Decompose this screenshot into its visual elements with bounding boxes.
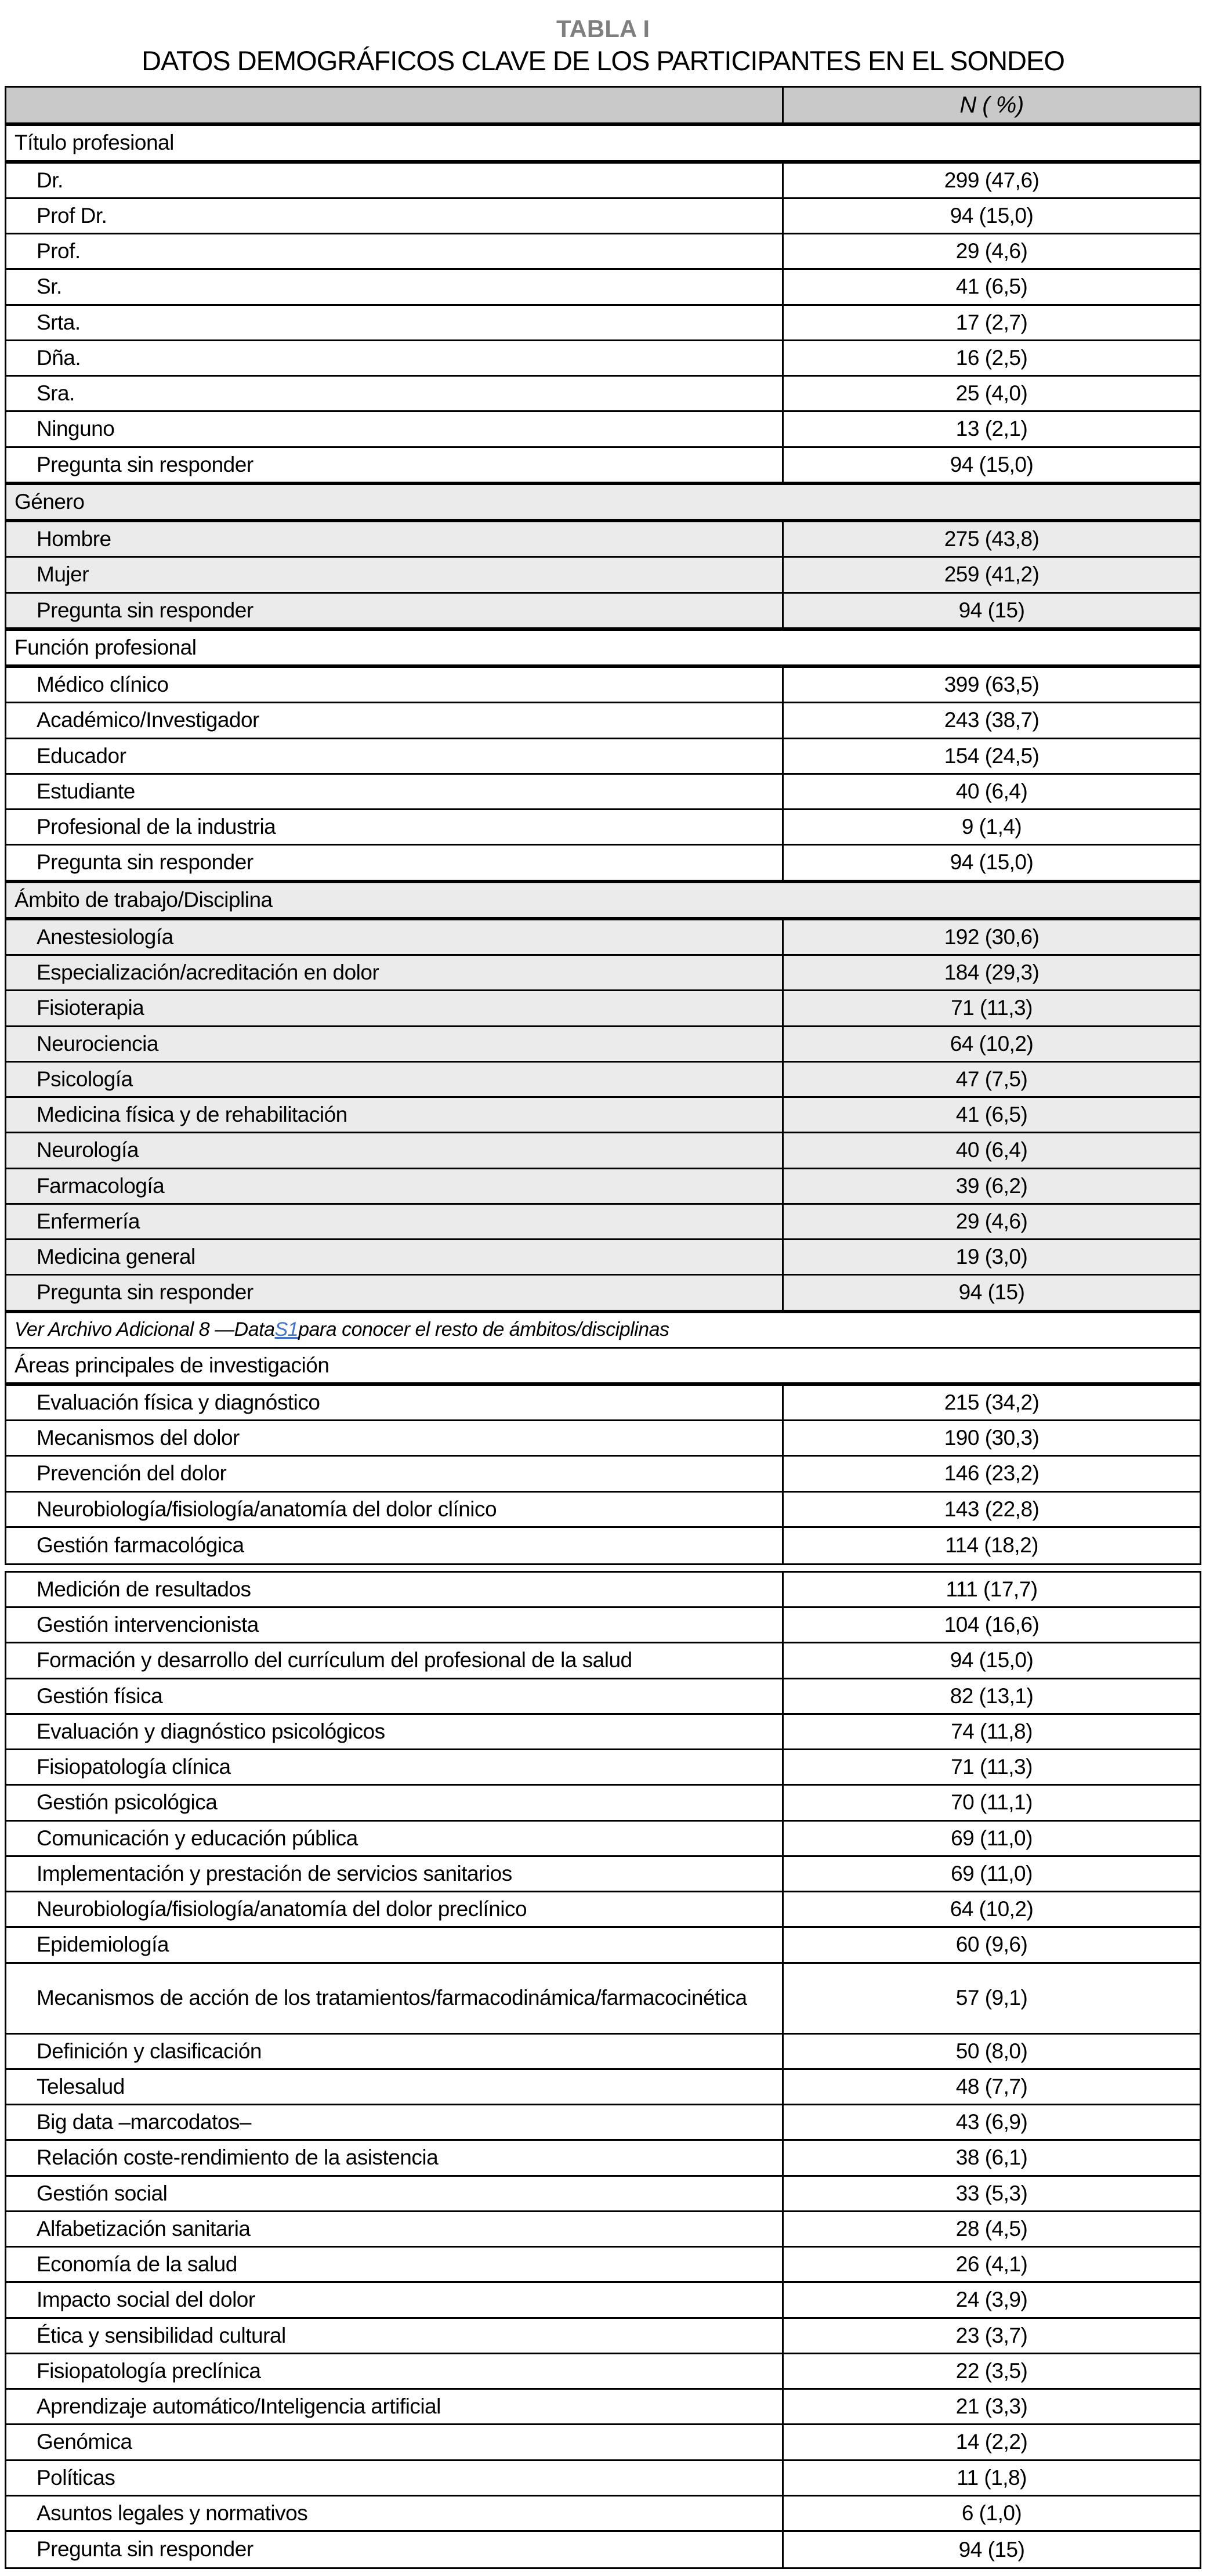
section-label: Título profesional [15, 131, 174, 155]
row-value: 13 (2,1) [782, 412, 1200, 446]
row-label: Médico clínico [37, 673, 169, 697]
table-row [6, 1493, 1200, 1528]
row-label: Neurociencia [37, 1031, 158, 1056]
row-label: Genómica [37, 2430, 132, 2454]
row-label: Gestión social [37, 2181, 168, 2205]
table-row [6, 1386, 1200, 1421]
row-value: 14 (2,2) [782, 2425, 1200, 2459]
table-row [6, 991, 1200, 1027]
row-value: 259 (41,2) [782, 558, 1200, 591]
row-value: 275 (43,8) [782, 522, 1200, 556]
row-value: 17 (2,7) [782, 306, 1200, 339]
row-label: Pregunta sin responder [37, 2537, 253, 2561]
row-value: 184 (29,3) [782, 956, 1200, 989]
row-label: Asuntos legales y normativos [37, 2501, 308, 2525]
table-row [6, 1822, 1200, 1857]
row-label: Gestión psicológica [37, 1790, 218, 1815]
table-row [6, 1205, 1200, 1240]
row-value: 23 (3,7) [782, 2319, 1200, 2353]
row-value: 41 (6,5) [782, 1098, 1200, 1132]
table-row [6, 522, 1200, 558]
row-label: Pregunta sin responder [37, 452, 253, 476]
table-row [6, 2319, 1200, 2354]
row-label: Hombre [37, 527, 111, 551]
section-label: Ámbito de trabajo/Disciplina [15, 887, 273, 912]
table-row [6, 412, 1200, 447]
row-value: 41 (6,5) [782, 270, 1200, 304]
row-label: Economía de la salud [37, 2252, 237, 2277]
row-label: Neurobiología/fisiología/anatomía del dolor clínico [37, 1497, 497, 1521]
row-label: Telesalud [37, 2074, 125, 2098]
row-label: Relación coste-rendimiento de la asistencia [37, 2145, 439, 2170]
section-header-row [6, 1349, 1200, 1386]
row-value: 299 (47,6) [782, 164, 1200, 197]
row-label: Pregunta sin responder [37, 1280, 253, 1305]
section-label: Función profesional [15, 635, 197, 659]
table-row [6, 1169, 1200, 1205]
row-value: 94 (15) [782, 2532, 1200, 2567]
table-row [6, 703, 1200, 739]
table-row [6, 1750, 1200, 1786]
row-value: 64 (10,2) [782, 1027, 1200, 1061]
note-row [6, 1313, 1200, 1349]
row-label: Evaluación y diagnóstico psicológicos [37, 1719, 385, 1743]
table-row [6, 2354, 1200, 2390]
row-value: 16 (2,5) [782, 341, 1200, 375]
row-label: Pregunta sin responder [37, 850, 253, 875]
row-label: Gestión intervencionista [37, 1613, 259, 1637]
row-value: 25 (4,0) [782, 377, 1200, 410]
table-row [6, 1573, 1200, 1608]
row-label: Dr. [37, 168, 63, 192]
table-row [6, 1027, 1200, 1063]
table-row [6, 846, 1200, 883]
row-label: Comunicación y educación pública [37, 1826, 358, 1850]
table-row [6, 234, 1200, 270]
table-row [6, 1928, 1200, 1963]
row-value: 215 (34,2) [782, 1386, 1200, 1419]
table-row [6, 1892, 1200, 1928]
row-value: 192 (30,6) [782, 920, 1200, 954]
table-part-2 [5, 1571, 1201, 2569]
row-label: Psicología [37, 1067, 133, 1091]
row-label: Srta. [37, 310, 81, 334]
table-row [6, 1608, 1200, 1643]
section-label: Género [15, 489, 85, 514]
table-row [6, 1715, 1200, 1750]
table-row [6, 775, 1200, 810]
table-row [6, 1457, 1200, 1492]
row-label: Medicina física y de rehabilitación [37, 1103, 347, 1127]
row-label: Sr. [37, 274, 62, 299]
row-label: Ética y sensibilidad cultural [37, 2323, 286, 2347]
table-row [6, 1240, 1200, 1276]
row-label: Mecanismos del dolor [37, 1426, 240, 1450]
row-label: Epidemiología [37, 1932, 169, 1957]
row-value: 40 (6,4) [782, 775, 1200, 808]
row-value: 82 (13,1) [782, 1679, 1200, 1713]
table-row [6, 2461, 1200, 2496]
row-label: Evaluación física y diagnóstico [37, 1390, 320, 1414]
row-label: Prof Dr. [37, 203, 107, 227]
row-value: 64 (10,2) [782, 1892, 1200, 1926]
table-row [6, 594, 1200, 631]
table-subtitle: DATOS DEMOGRÁFICOS CLAVE DE LOS PARTICIPANTES EN EL SONDEO [142, 45, 1064, 77]
row-label: Implementación y prestación de servicios sanitarios [37, 1861, 512, 1885]
s1-link[interactable]: S1 [274, 1318, 299, 1341]
row-label: Definición y clasificación [37, 2039, 262, 2063]
row-label: Fisiopatología clínica [37, 1755, 231, 1779]
row-value: 28 (4,5) [782, 2212, 1200, 2246]
row-label: Dña. [37, 345, 81, 370]
note-text [6, 1313, 1200, 1347]
row-value: 39 (6,2) [782, 1169, 1200, 1203]
table-row [6, 1964, 1200, 2035]
row-label: Aprendizaje automático/Inteligencia artificial [37, 2394, 441, 2419]
row-value: 40 (6,4) [782, 1133, 1200, 1167]
row-label: Políticas [37, 2465, 115, 2490]
row-value: 29 (4,6) [782, 234, 1200, 268]
table-row [6, 448, 1200, 485]
row-label: Mujer [37, 562, 89, 587]
table-row [6, 2248, 1200, 2283]
row-label: Fisiopatología preclínica [37, 2358, 261, 2383]
row-value: 111 (17,7) [782, 1573, 1200, 1606]
row-label: Medicina general [37, 1245, 195, 1269]
row-label: Pregunta sin responder [37, 598, 253, 622]
row-value: 399 (63,5) [782, 668, 1200, 702]
row-value: 71 (11,3) [782, 991, 1200, 1025]
section-header-row [6, 883, 1200, 920]
row-label: Educador [37, 743, 126, 768]
row-value: 94 (15,0) [782, 1643, 1200, 1677]
table-row [6, 920, 1200, 956]
row-value: 24 (3,9) [782, 2283, 1200, 2317]
row-value: 26 (4,1) [782, 2248, 1200, 2281]
table-row [6, 2425, 1200, 2461]
table-row [6, 164, 1200, 199]
title-block [0, 0, 1206, 77]
row-value: 70 (11,1) [782, 1786, 1200, 1819]
row-value: 57 (9,1) [782, 1964, 1200, 2033]
row-value: 38 (6,1) [782, 2141, 1200, 2174]
row-value: 243 (38,7) [782, 703, 1200, 737]
row-value: 94 (15,0) [782, 846, 1200, 879]
row-value: 74 (11,8) [782, 1715, 1200, 1748]
row-value: 29 (4,6) [782, 1205, 1200, 1238]
row-label: Neurobiología/fisiología/anatomía del dolor preclínico [37, 1897, 527, 1921]
section-label: Áreas principales de investigación [15, 1353, 329, 1377]
table-row [6, 2070, 1200, 2105]
row-value: 94 (15,0) [782, 199, 1200, 233]
note-text-post: para conocer el resto de ámbitos/disciplinas [298, 1318, 669, 1341]
row-value: 114 (18,2) [782, 1528, 1200, 1563]
row-value: 9 (1,4) [782, 810, 1200, 844]
row-label: Fisioterapia [37, 996, 144, 1020]
row-value: 94 (15) [782, 1276, 1200, 1309]
row-value: 94 (15) [782, 594, 1200, 627]
row-value: 60 (9,6) [782, 1928, 1200, 1961]
section-header-row [6, 485, 1200, 522]
table-row [6, 2390, 1200, 2425]
row-value: 47 (7,5) [782, 1063, 1200, 1096]
row-value: 190 (30,3) [782, 1421, 1200, 1455]
table-row [6, 1421, 1200, 1457]
table-row [6, 558, 1200, 593]
table-title: TABLA I [556, 15, 650, 42]
table-row [6, 199, 1200, 234]
table-row [6, 1857, 1200, 1892]
row-label: Estudiante [37, 779, 135, 803]
row-label: Formación y desarrollo del currículum del profesional de la salud [37, 1648, 632, 1672]
row-value: 33 (5,3) [782, 2177, 1200, 2210]
row-label: Enfermería [37, 1209, 140, 1233]
row-value: 71 (11,3) [782, 1750, 1200, 1784]
row-label: Sra. [37, 381, 75, 406]
row-value: 154 (24,5) [782, 739, 1200, 773]
row-value: 143 (22,8) [782, 1493, 1200, 1526]
section-header-row [6, 631, 1200, 668]
row-label: Académico/Investigador [37, 708, 259, 732]
column-header-label: N ( %) [782, 88, 1200, 122]
table-row [6, 1133, 1200, 1169]
row-label: Alfabetización sanitaria [37, 2216, 251, 2241]
table-row [6, 1679, 1200, 1715]
table-row [6, 2177, 1200, 2212]
row-label: Impacto social del dolor [37, 2288, 255, 2312]
row-value: 19 (3,0) [782, 1240, 1200, 1274]
table-part-1 [5, 86, 1201, 1565]
row-label: Especialización/acreditación en dolor [37, 960, 379, 985]
row-label: Prof. [37, 239, 81, 263]
table-row [6, 341, 1200, 377]
table-row [6, 1098, 1200, 1133]
row-label: Prevención del dolor [37, 1461, 227, 1486]
table-row [6, 2105, 1200, 2141]
table-row [6, 1786, 1200, 1821]
table-row [6, 1528, 1200, 1563]
row-value: 104 (16,6) [782, 1608, 1200, 1642]
table-row [6, 377, 1200, 412]
row-label: Farmacología [37, 1173, 165, 1198]
table-row [6, 2283, 1200, 2318]
row-label: Big data –marcodatos– [37, 2110, 252, 2134]
row-value: 22 (3,5) [782, 2354, 1200, 2388]
row-value: 146 (23,2) [782, 1457, 1200, 1490]
row-value: 48 (7,7) [782, 2070, 1200, 2104]
row-label: Anestesiología [37, 924, 173, 949]
table-row [6, 1063, 1200, 1098]
row-value: 50 (8,0) [782, 2035, 1200, 2068]
table-row [6, 2532, 1200, 2567]
table-row [6, 2141, 1200, 2176]
table-row [6, 668, 1200, 703]
section-header-row [6, 126, 1200, 163]
row-label: Neurología [37, 1138, 139, 1162]
table-row [6, 2035, 1200, 2070]
row-value: 6 (1,0) [782, 2496, 1200, 2530]
table-row [6, 2212, 1200, 2248]
row-label: Medición de resultados [37, 1577, 251, 1601]
table-row [6, 1276, 1200, 1313]
row-value: 43 (6,9) [782, 2105, 1200, 2139]
table-row [6, 1643, 1200, 1679]
row-label: Mecanismos de acción de los tratamientos/farmacodinámica/farmacocinética [37, 1985, 747, 2010]
row-label: Profesional de la industria [37, 815, 276, 839]
column-header-row [6, 88, 1200, 126]
table-row [6, 270, 1200, 305]
column-header-spacer [6, 88, 782, 122]
row-label: Gestión física [37, 1683, 163, 1708]
row-label: Ninguno [37, 417, 115, 441]
row-value: 11 (1,8) [782, 2461, 1200, 2495]
row-value: 21 (3,3) [782, 2390, 1200, 2423]
note-text-pre: Ver Archivo Adicional 8 —Data [15, 1318, 275, 1341]
table-row [6, 810, 1200, 846]
table-row [6, 956, 1200, 991]
table-row [6, 739, 1200, 775]
table-row [6, 306, 1200, 341]
row-value: 94 (15,0) [782, 448, 1200, 482]
table-row [6, 2496, 1200, 2532]
row-value: 69 (11,0) [782, 1822, 1200, 1855]
row-value: 69 (11,0) [782, 1857, 1200, 1891]
row-label: Gestión farmacológica [37, 1533, 244, 1558]
